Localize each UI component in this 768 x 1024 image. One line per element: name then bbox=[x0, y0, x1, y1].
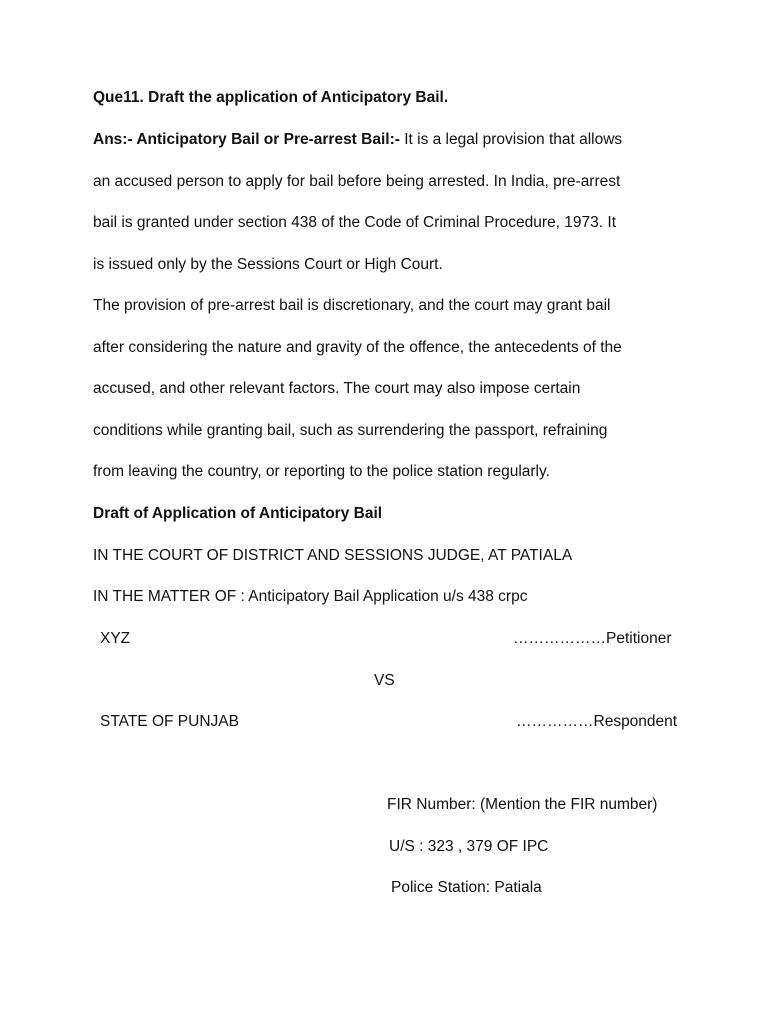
paragraph2-line-5: from leaving the country, or reporting to the police station regularly. bbox=[93, 463, 550, 480]
answer-line-1 bbox=[93, 130, 622, 150]
paragraph2-line-3: accused, and other relevant factors. The court may also impose certain bbox=[93, 380, 581, 397]
court-line: IN THE COURT OF DISTRICT AND SESSIONS JUDGE, AT PATIALA bbox=[93, 547, 573, 564]
paragraph2-line-2: after considering the nature and gravity of the offence, the antecedents of the bbox=[93, 339, 622, 356]
fir-number: FIR Number: (Mention the FIR number) bbox=[387, 796, 658, 813]
respondent-name: STATE OF PUNJAB bbox=[100, 713, 239, 730]
paragraph2-line-1: The provision of pre-arrest bail is discretionary, and the court may grant bail bbox=[93, 297, 611, 314]
police-station: Police Station: Patiala bbox=[391, 879, 542, 896]
matter-line: IN THE MATTER OF : Anticipatory Bail Application u/s 438 crpc bbox=[93, 588, 528, 605]
question-title: Que11. Draft the application of Anticipatory Bail. bbox=[93, 89, 449, 106]
respondent-label: ……………Respondent bbox=[516, 713, 678, 730]
answer-line-4: is issued only by the Sessions Court or High Court. bbox=[93, 256, 443, 273]
answer-line-2: an accused person to apply for bail before being arrested. In India, pre-arrest bbox=[93, 173, 621, 190]
draft-heading: Draft of Application of Anticipatory Bail bbox=[93, 505, 383, 522]
petitioner-label: ………………Petitioner bbox=[513, 630, 672, 647]
petitioner-name: XYZ bbox=[100, 630, 131, 647]
answer-text-1: It is a legal provision that allows bbox=[399, 131, 623, 148]
answer-line-3: bail is granted under section 438 of the Code of Criminal Procedure, 1973. It bbox=[93, 214, 617, 231]
answer-prefix: Ans:- Anticipatory Bail or Pre-arrest Bail:- bbox=[93, 131, 400, 148]
sections-line: U/S : 323 , 379 OF IPC bbox=[389, 838, 549, 855]
versus-label: VS bbox=[374, 672, 395, 689]
paragraph2-line-4: conditions while granting bail, such as surrendering the passport, refraining bbox=[93, 422, 608, 439]
